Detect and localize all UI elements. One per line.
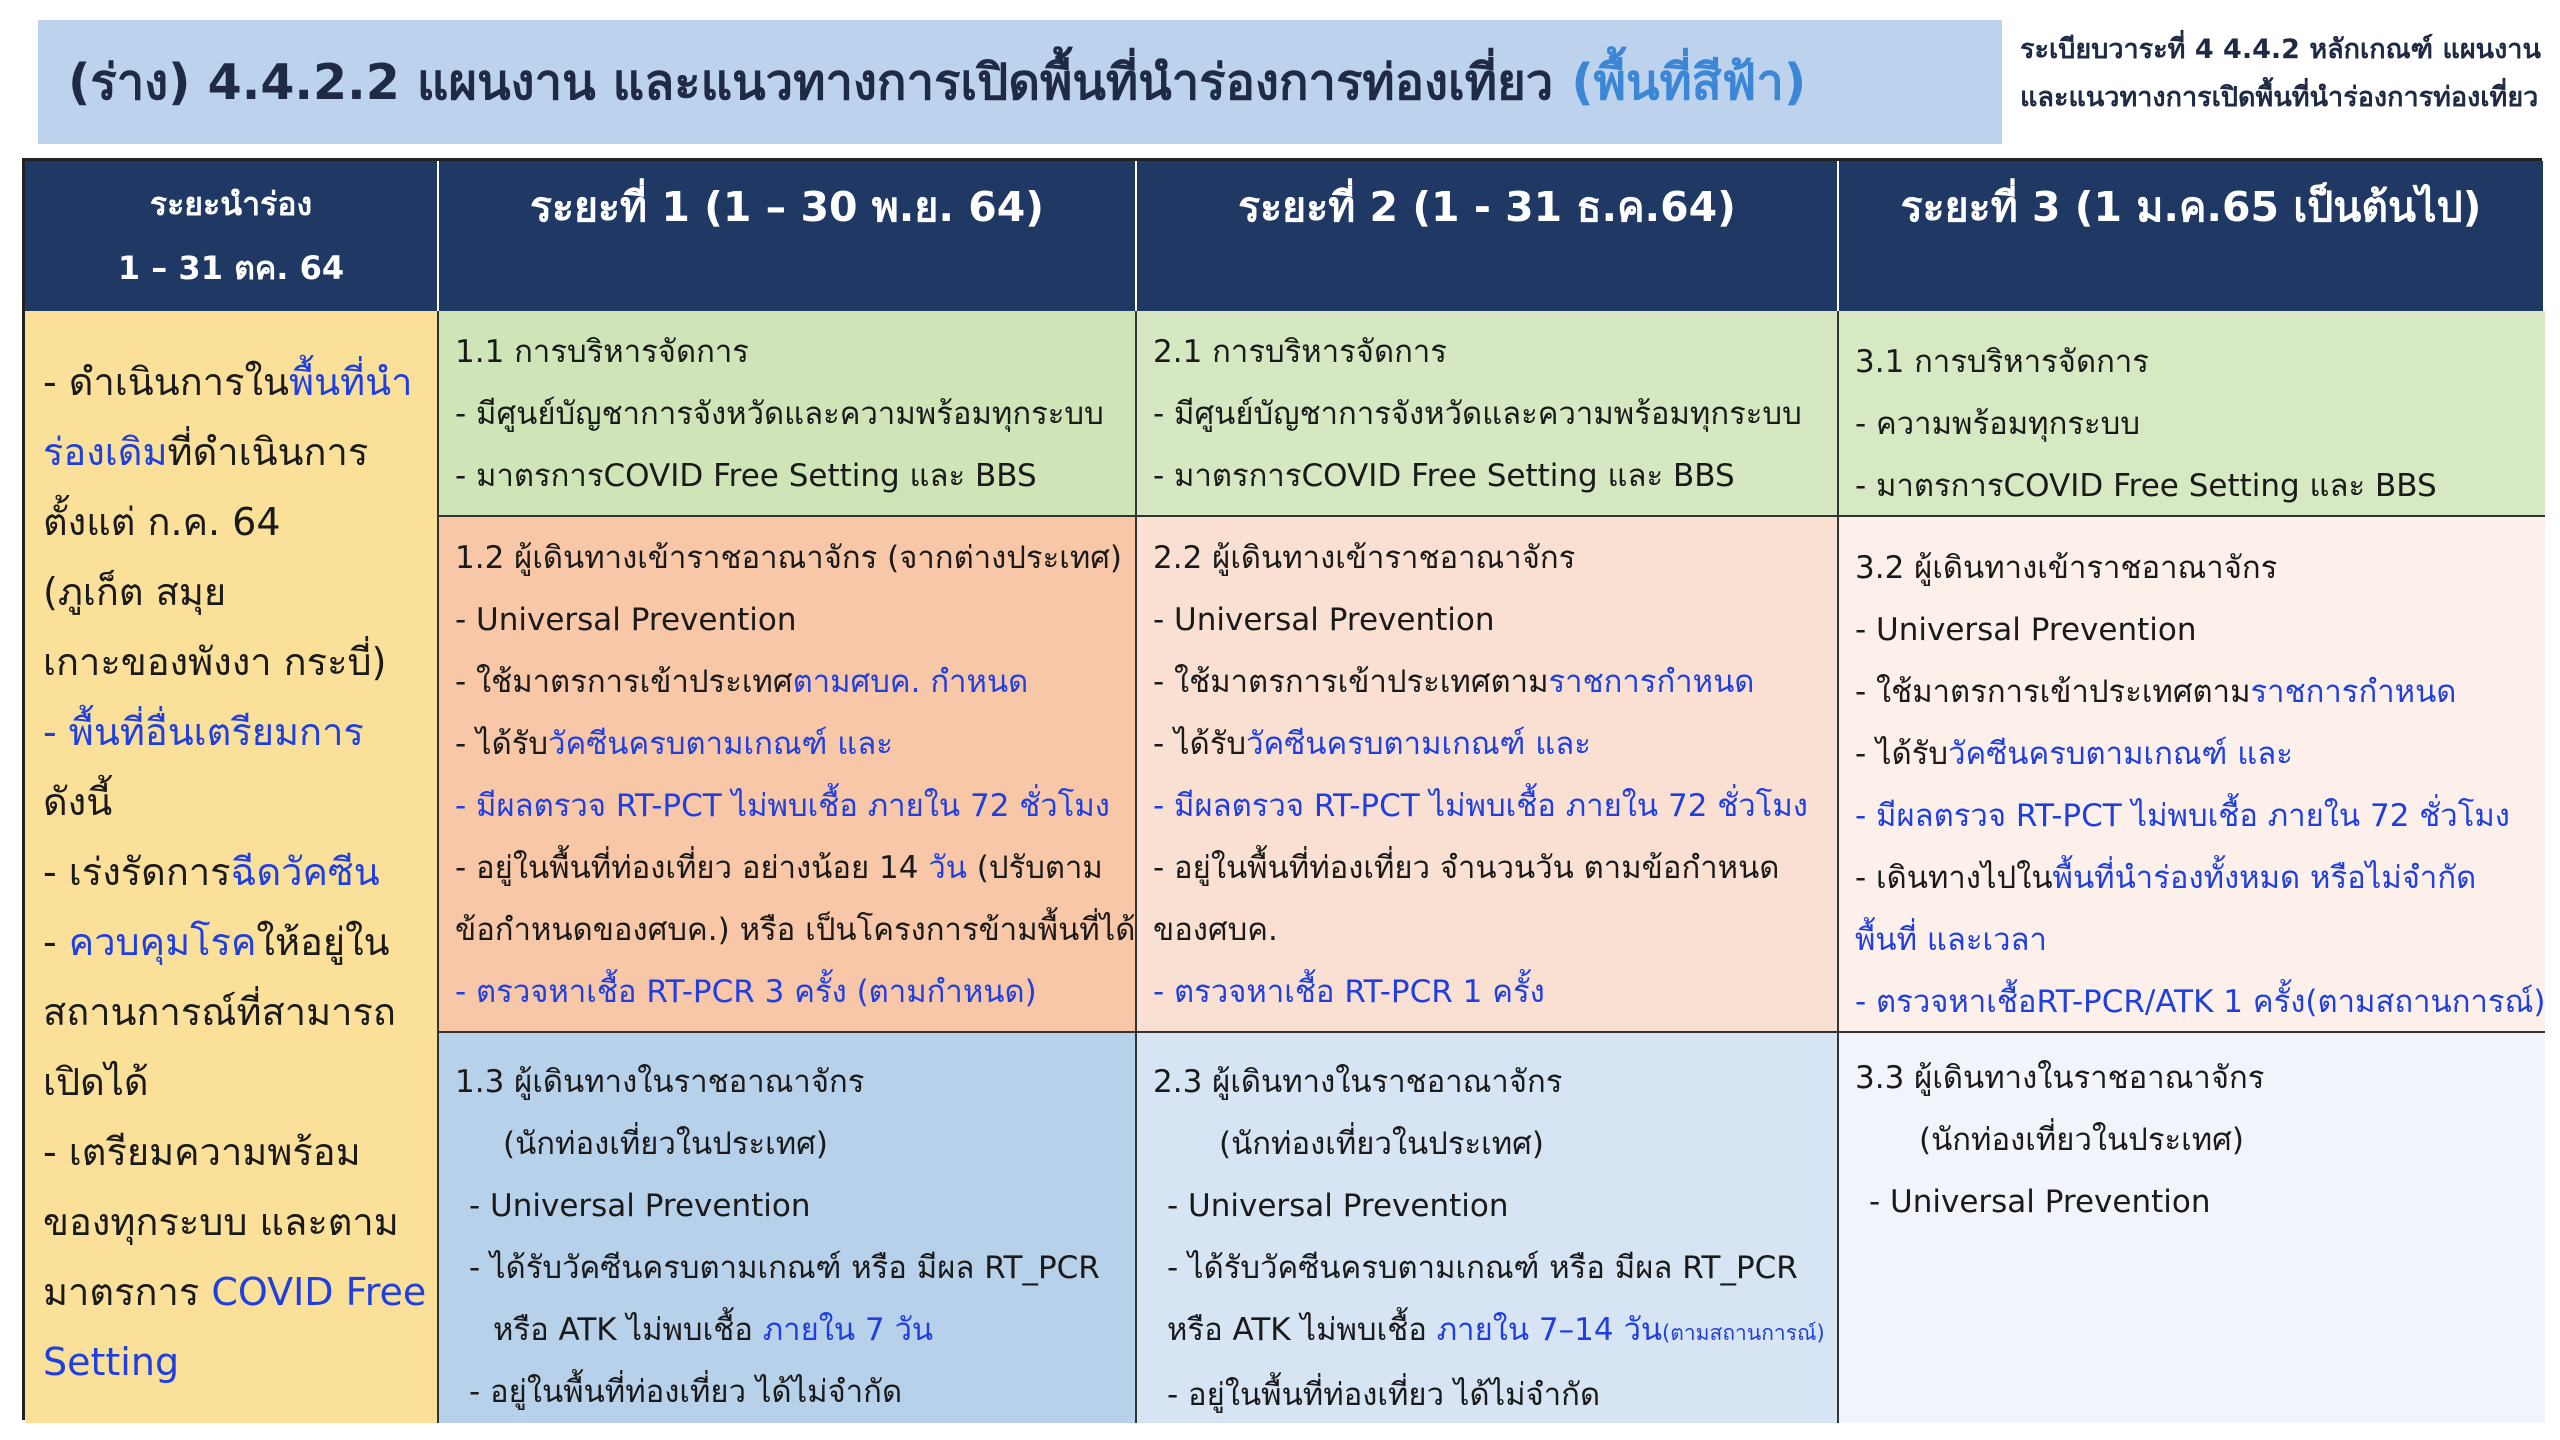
phase2-domestic-cell <box>1137 1033 1839 1423</box>
text: - อยู่ในพื้นที่ท่องเที่ยว อย่างน้อย 14 <box>455 850 929 886</box>
cell-line: - ได้รับวัคซีนครบตามเกณฑ์ หรือ มีผล RT_PCR <box>469 1250 1100 1286</box>
highlight-text: ภายใน 7–14 วัน <box>1436 1312 1663 1348</box>
cell-line: - มีผลตรวจ RT-PCT ไม่พบเชื้อ ภายใน 72 ชั่วโมง <box>1153 788 1808 824</box>
phase3-inbound-cell <box>1839 517 2545 1033</box>
cell-title: 3.3 ผู้เดินทางในราชอาณาจักร <box>1855 1060 2265 1096</box>
plan-table <box>22 158 2545 1420</box>
cell-line: - มาตรการCOVID Free Setting และ BBS <box>1855 468 2437 504</box>
cell-line <box>1855 723 2533 785</box>
phase3-admin-cell <box>1839 311 2545 517</box>
text: หรือ ATK ไม่พบเชื้อ <box>493 1312 763 1348</box>
text: ที่ดำเนินการ <box>167 430 369 474</box>
text: - ดำเนินการใน <box>43 360 290 404</box>
text: - ใช้มาตรการเข้าประเทศ <box>455 664 793 700</box>
highlight-text: วัน <box>928 850 967 886</box>
pilot-line <box>43 417 427 487</box>
text: - ใช้มาตรการเข้าประเทศตาม <box>1153 664 1549 700</box>
cell-line: - Universal Prevention <box>1153 602 1495 638</box>
highlight-text: ภายใน 7 วัน <box>762 1312 934 1348</box>
text: - ได้รับ <box>1855 736 1949 772</box>
cell-title: 2.2 ผู้เดินทางเข้าราชอาณาจักร <box>1153 540 1576 576</box>
highlight-text: ราชการกำหนด <box>2250 674 2457 710</box>
page-title: (ร่าง) 4.4.2.2 แผนงาน และแนวทางการเปิดพื้นที่นำร่องการท่องเที่ยว <box>68 54 1554 111</box>
cell-line <box>1855 661 2533 723</box>
pilot-line: เปิดได้ <box>43 1060 149 1104</box>
cell-line: - อยู่ในพื้นที่ท่องเที่ยว ได้ไม่จำกัด <box>469 1374 903 1410</box>
cell-line: - Universal Prevention <box>1855 612 2197 648</box>
header-pilot-label: ระยะนำร่อง <box>149 185 313 223</box>
text: - ได้รับ <box>1153 726 1247 762</box>
cell-title: 1.3 ผู้เดินทางในราชอาณาจักร <box>455 1064 865 1100</box>
pilot-line <box>43 907 427 977</box>
phase1-domestic-cell <box>439 1033 1137 1423</box>
cell-line: - มีศูนย์บัญชาการจังหวัดและความพร้อมทุกระบบ <box>455 396 1104 432</box>
cell-line: - อยู่ในพื้นที่ท่องเที่ยว ได้ไม่จำกัด <box>1167 1377 1601 1413</box>
cell-title: 3.2 ผู้เดินทางเข้าราชอาณาจักร <box>1855 550 2278 586</box>
cell-line <box>455 651 1123 713</box>
pilot-line <box>43 837 427 907</box>
cell-line: ข้อกำหนดของศบค.) หรือ เป็นโครงการข้ามพื้นที่ได้ <box>455 912 1136 948</box>
phase1-admin-cell <box>439 311 1137 517</box>
highlight-text: ราชการกำหนด <box>1548 664 1755 700</box>
highlight-text: พื้นที่นำร่องทั้งหมด หรือไม่จำกัด <box>2052 860 2477 896</box>
pilot-line: ของทุกระบบ และตาม <box>43 1200 399 1244</box>
pilot-line <box>43 1257 427 1327</box>
cell-line <box>1153 1299 1825 1364</box>
header-pilot-dates: 1 – 31 ตค. 64 <box>117 249 345 287</box>
phase3-domestic-cell <box>1839 1033 2545 1423</box>
highlight-text: (ตามสถานการณ์) <box>1662 1321 1825 1345</box>
cell-line: - มาตรการCOVID Free Setting และ BBS <box>1153 458 1735 494</box>
cell-line: - Universal Prevention <box>1869 1184 2211 1220</box>
highlight-text: วัคซีนครบตามเกณฑ์ และ <box>1948 736 2293 772</box>
cell-title: 2.1 การบริหารจัดการ <box>1153 334 1447 370</box>
cell-line: - Universal Prevention <box>1167 1188 1509 1224</box>
cell-line: - มีผลตรวจ RT-PCT ไม่พบเชื้อ ภายใน 72 ชั่วโมง <box>455 788 1110 824</box>
cell-line: ของศบค. <box>1153 912 1278 948</box>
highlight-text: และ <box>1525 726 1591 762</box>
cell-subtitle: (นักท่องเที่ยวในประเทศ) <box>1919 1122 2244 1158</box>
text: - ได้รับ <box>455 726 549 762</box>
cell-title: 1.2 ผู้เดินทางเข้าราชอาณาจักร (จากต่างประเทศ) <box>455 540 1123 576</box>
pilot-line: ตั้งแต่ ก.ค. 64 <box>43 500 281 544</box>
text: - <box>43 920 69 964</box>
cell-subtitle: (นักท่องเที่ยวในประเทศ) <box>1219 1126 1544 1162</box>
header-phase-2: ระยะที่ 2 (1 - 31 ธ.ค.64) <box>1137 161 1839 311</box>
title-banner <box>38 20 2002 144</box>
cell-line: - ตรวจหาเชื้อ RT-PCR 1 ครั้ง <box>1153 974 1545 1010</box>
highlight-text: ตามศบค. กำหนด <box>792 664 1029 700</box>
pilot-line: ดังนี้ <box>43 780 113 824</box>
text: ให้อยู่ใน <box>256 920 390 964</box>
text: (ปรับตาม <box>966 850 1103 886</box>
cell-line: - มีศูนย์บัญชาการจังหวัดและความพร้อมทุกระบบ <box>1153 396 1802 432</box>
text: - เดินทางไปใน <box>1855 860 2053 896</box>
cell-title: 3.1 การบริหารจัดการ <box>1855 344 2149 380</box>
text: - เร่งรัดการ <box>43 850 231 894</box>
cell-subtitle: (นักท่องเที่ยวในประเทศ) <box>503 1126 828 1162</box>
pilot-cell <box>25 311 439 1423</box>
text: หรือ ATK ไม่พบเชื้อ <box>1167 1312 1437 1348</box>
cell-line: พื้นที่ และเวลา <box>1855 922 2047 958</box>
highlight-text: ร่องเดิม <box>43 430 168 474</box>
highlight-text: วัคซีนครบตามเกณฑ์ <box>1246 726 1526 762</box>
phase2-admin-cell <box>1137 311 1839 517</box>
highlight-text: และ <box>827 726 893 762</box>
cell-line: - มีผลตรวจ RT-PCT ไม่พบเชื้อ ภายใน 72 ชั่วโมง <box>1855 798 2510 834</box>
cell-line <box>455 837 1123 899</box>
text: - ใช้มาตรการเข้าประเทศตาม <box>1855 674 2251 710</box>
cell-line: - ตรวจหาเชื้อ RT-PCR 3 ครั้ง (ตามกำหนด) <box>455 974 1037 1010</box>
cell-line <box>1153 651 1825 713</box>
header-pilot <box>25 161 439 311</box>
pilot-line: สถานการณ์ที่สามารถ <box>43 990 396 1034</box>
highlight-text: ฉีดวัคซีน <box>230 850 380 894</box>
agenda-reference-line: ระเบียบวาระที่ 4 4.4.2 หลักเกณฑ์ แผนงาน <box>2020 34 2541 65</box>
pilot-line <box>43 347 427 417</box>
cell-line <box>1855 847 2533 909</box>
cell-line: - ตรวจหาเชื้อRT-PCR/ATK 1 ครั้ง(ตามสถานการณ์) <box>1855 984 2545 1020</box>
page-title-highlight: (พื้นที่สีฟ้า) <box>1571 54 1807 111</box>
cell-line <box>1153 713 1825 775</box>
cell-title: 2.3 ผู้เดินทางในราชอาณาจักร <box>1153 1064 1563 1100</box>
cell-line <box>455 713 1123 775</box>
cell-line: - อยู่ในพื้นที่ท่องเที่ยว จำนวนวัน ตามข้อกำหนด <box>1153 850 1780 886</box>
cell-line: - ได้รับวัคซีนครบตามเกณฑ์ หรือ มีผล RT_PCR <box>1167 1250 1798 1286</box>
pilot-line: เกาะของพังงา กระบี่) <box>43 640 387 684</box>
text: มาตรการ <box>43 1270 212 1314</box>
cell-line: - ความพร้อมทุกระบบ <box>1855 406 2141 442</box>
highlight-text: COVID Free <box>211 1270 427 1314</box>
pilot-line: Setting <box>43 1340 180 1384</box>
header-phase-1: ระยะที่ 1 (1 – 30 พ.ย. 64) <box>439 161 1137 311</box>
highlight-text: พื้นที่นำ <box>289 360 413 404</box>
cell-line <box>455 1299 1123 1361</box>
cell-line: - Universal Prevention <box>455 602 797 638</box>
header-phase-3: ระยะที่ 3 (1 ม.ค.65 เป็นต้นไป) <box>1839 161 2545 311</box>
agenda-reference <box>2020 26 2550 122</box>
cell-line: - มาตรการCOVID Free Setting และ BBS <box>455 458 1037 494</box>
pilot-line: - พื้นที่อื่นเตรียมการ <box>43 710 364 754</box>
phase1-inbound-cell <box>439 517 1137 1033</box>
agenda-reference-line: และแนวทางการเปิดพื้นที่นำร่องการท่องเที่ยว <box>2020 82 2539 113</box>
pilot-line: - เตรียมความพร้อม <box>43 1130 361 1174</box>
cell-line: - Universal Prevention <box>469 1188 811 1224</box>
phase2-inbound-cell <box>1137 517 1839 1033</box>
highlight-text: วัคซีนครบตามเกณฑ์ <box>548 726 828 762</box>
cell-title: 1.1 การบริหารจัดการ <box>455 334 749 370</box>
pilot-line: (ภูเก็ต สมุย <box>43 570 227 614</box>
highlight-text: ควบคุมโรค <box>68 920 257 964</box>
